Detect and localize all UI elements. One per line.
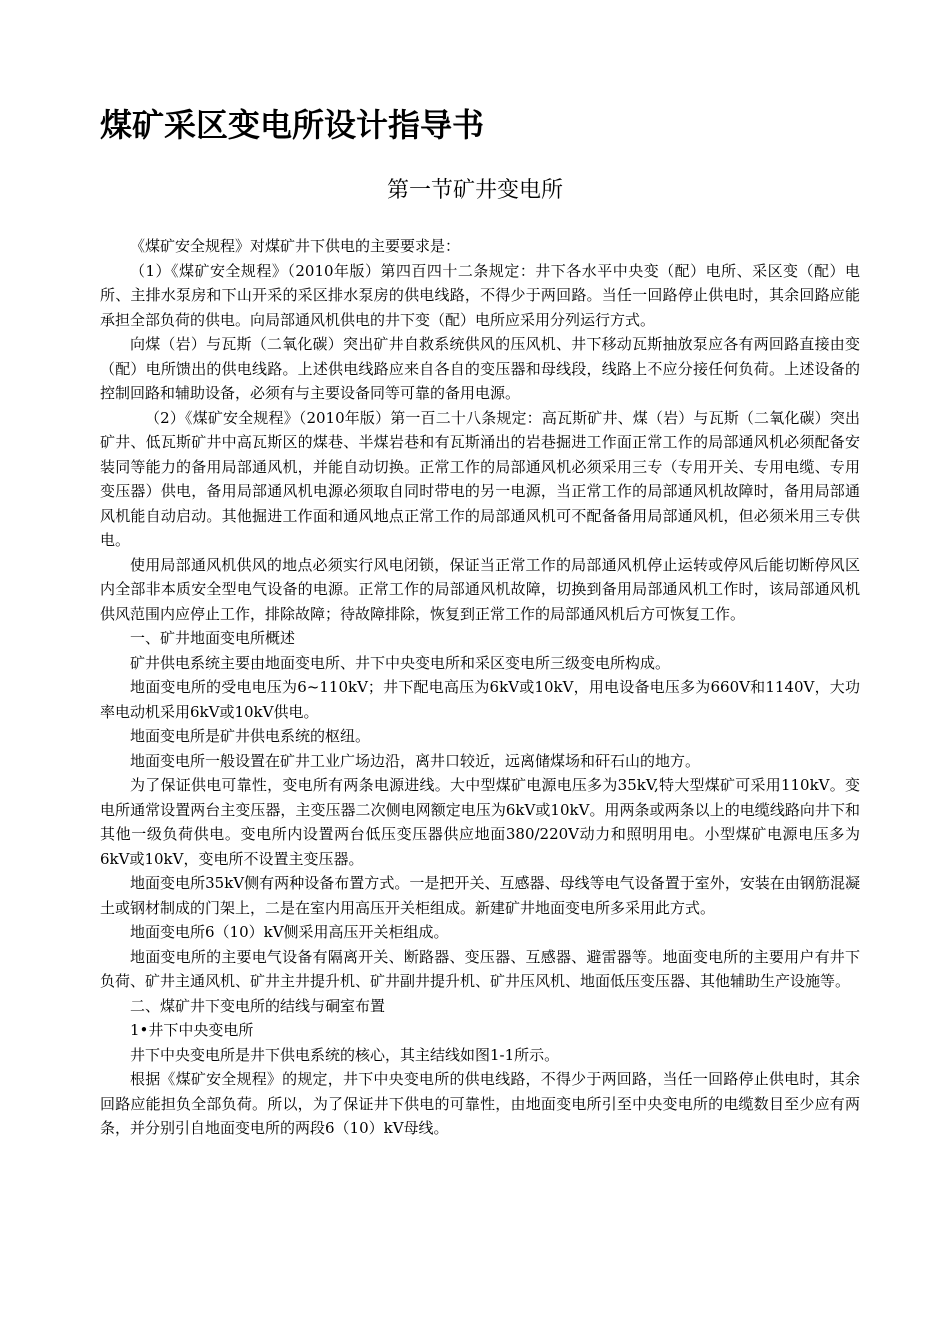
heading-central-substation: 1•井下中央变电所 (130, 1021, 254, 1039)
document-body (100, 234, 860, 1141)
paragraph-intro: 《煤矿安全规程》对煤矿井下供电的主要要求是： (130, 237, 461, 255)
paragraph-rule-442: （1）《煤矿安全规程》（2010年版）第四百四十二条规定：井下各水平中央变（配）电所、采区变（配）电所、主排水泵房和下山开采的采区排水泵房的供电线路，不得少于两回路。当任一回路停止供电时，其余回路应能承担全部负荷的供电。向局部通风机供电的井下变（配）电所应采用分列运行方式。 (100, 261, 860, 329)
heading-underground-substation: 二、煤矿井下变电所的结线与硐室布置 (130, 996, 386, 1015)
heading-surface-substation: 一、矿井地面变电所概述 (130, 629, 296, 647)
paragraph-hub: 地面变电所是矿井供电系统的枢纽。 (130, 727, 371, 745)
paragraph-rule-128: （2）《煤矿安全规程》（2010年版）第一百二十八条规定：高瓦斯矿井、煤（岩）与瓦斯（二氧化碳）突出矿井、低瓦斯矿井中高瓦斯区的煤巷、半煤岩巷和有瓦斯涌出的岩巷掘进工作面正常工作的局部通风机必须配备安装同等能力的备用局部通风机，并能自动切换。正常工作的局部通风机必须采用三专（专用开关、专用电缆、专用变压器）供电，备用局部通风机电源必须取自同时带电的另一电源，当正常工作的局部通风机故障时，备用局部通风机能自动启动。其他掘进工作面和通风地点正常工作的局部通风机可不配备备用局部通风机，但必须米用三专供电。 (100, 408, 860, 549)
paragraph-outburst-supply: 向煤（岩）与瓦斯（二氧化碳）突出矿井自救系统供风的压风机、井下移动瓦斯抽放泵应各有两回路直接由变（配）电所馈出的供电线路。上述供电线路应来自各自的变压器和母线段，线路上不应分接任何负荷。上述设备的控制回路和辅助设备，必须有与主要设备同等可靠的备用电源。 (100, 335, 860, 402)
paragraph-location: 地面变电所一般设置在矿井工业广场边沿，离井口较近，远离储煤场和矸石山的地方。 (130, 751, 701, 770)
paragraph-6-10kv-side: 地面变电所6（10）kV侧采用高压开关柜组成。 (130, 923, 449, 941)
paragraph-35kv-layout: 地面变电所35kV侧有两种设备布置方式。一是把开关、互感器、母线等电气设备置于室外，安装在由钢筋混凝土或钢材制成的门架上，二是在室内用高压开关柜组成。新建矿井地面变电所多采用此方式。 (100, 874, 860, 917)
paragraph-central-supply-lines: 根据《煤矿安全规程》的规定，井下中央变电所的供电线路，不得少于两回路，当任一回路停止供电时，其余回路应能担负全部负荷。所以，为了保证井下供电的可靠性，由地面变电所引至中央变电所的电缆数目至少应有两条，并分别引自地面变电所的两段6（10）kV母线。 (100, 1070, 860, 1137)
paragraph-wind-power-lock: 使用局部通风机供风的地点必须实行风电闭锁，保证当正常工作的局部通风机停止运转或停风后能切断停风区内全部非本质安全型电气设备的电源。正常工作的局部通风机故障，切换到备用局部通风机工作时，该局部通风机供风范围内应停止工作，排除故障；待故障排除，恢复到正常工作的局部通风机后方可恢复工作。 (100, 555, 860, 623)
paragraph-reliability: 为了保证供电可靠性，变电所有两条电源进线。大中型煤矿电源电压多为35kV,特大型煤矿可采用110kV。变电所通常设置两台主变压器，主变压器二次侧电网额定电压为6kV或10kV。用两条或两条以上的电缆线路向井下和其他一级负荷供电。变电所内设置两台低压变压器供应地面380/220V动力和照明用电。小型煤矿电源电压多为6kV或10kV，变电所不设置主变压器。 (100, 776, 860, 868)
document-title: 煤矿采区变电所设计指导书 (100, 106, 485, 144)
paragraph-three-level-system: 矿井供电系统主要由地面变电所、井下中央变电所和采区变电所三级变电所构成。 (130, 653, 671, 672)
paragraph-voltage-levels: 地面变电所的受电电压为6~110kV；井下配电高压为6kV或10kV，用电设备电压多为660V和1140V，大功率电动机采用6kV或10kV供电。 (100, 678, 860, 721)
paragraph-main-equipment: 地面变电所的主要电气设备有隔离开关、断路器、变压器、互感器、避雷器等。地面变电所的主要用户有井下负荷、矿井主通风机、矿井主井提升机、矿井副井提升机、矿井压风机、地面低压变压器、其他辅助生产设施等。 (100, 947, 860, 990)
section-title: 第一节矿井变电所 (386, 178, 563, 203)
paragraph-central-core: 井下中央变电所是井下供电系统的核心，其主结线如图1-1所示。 (130, 1045, 560, 1064)
